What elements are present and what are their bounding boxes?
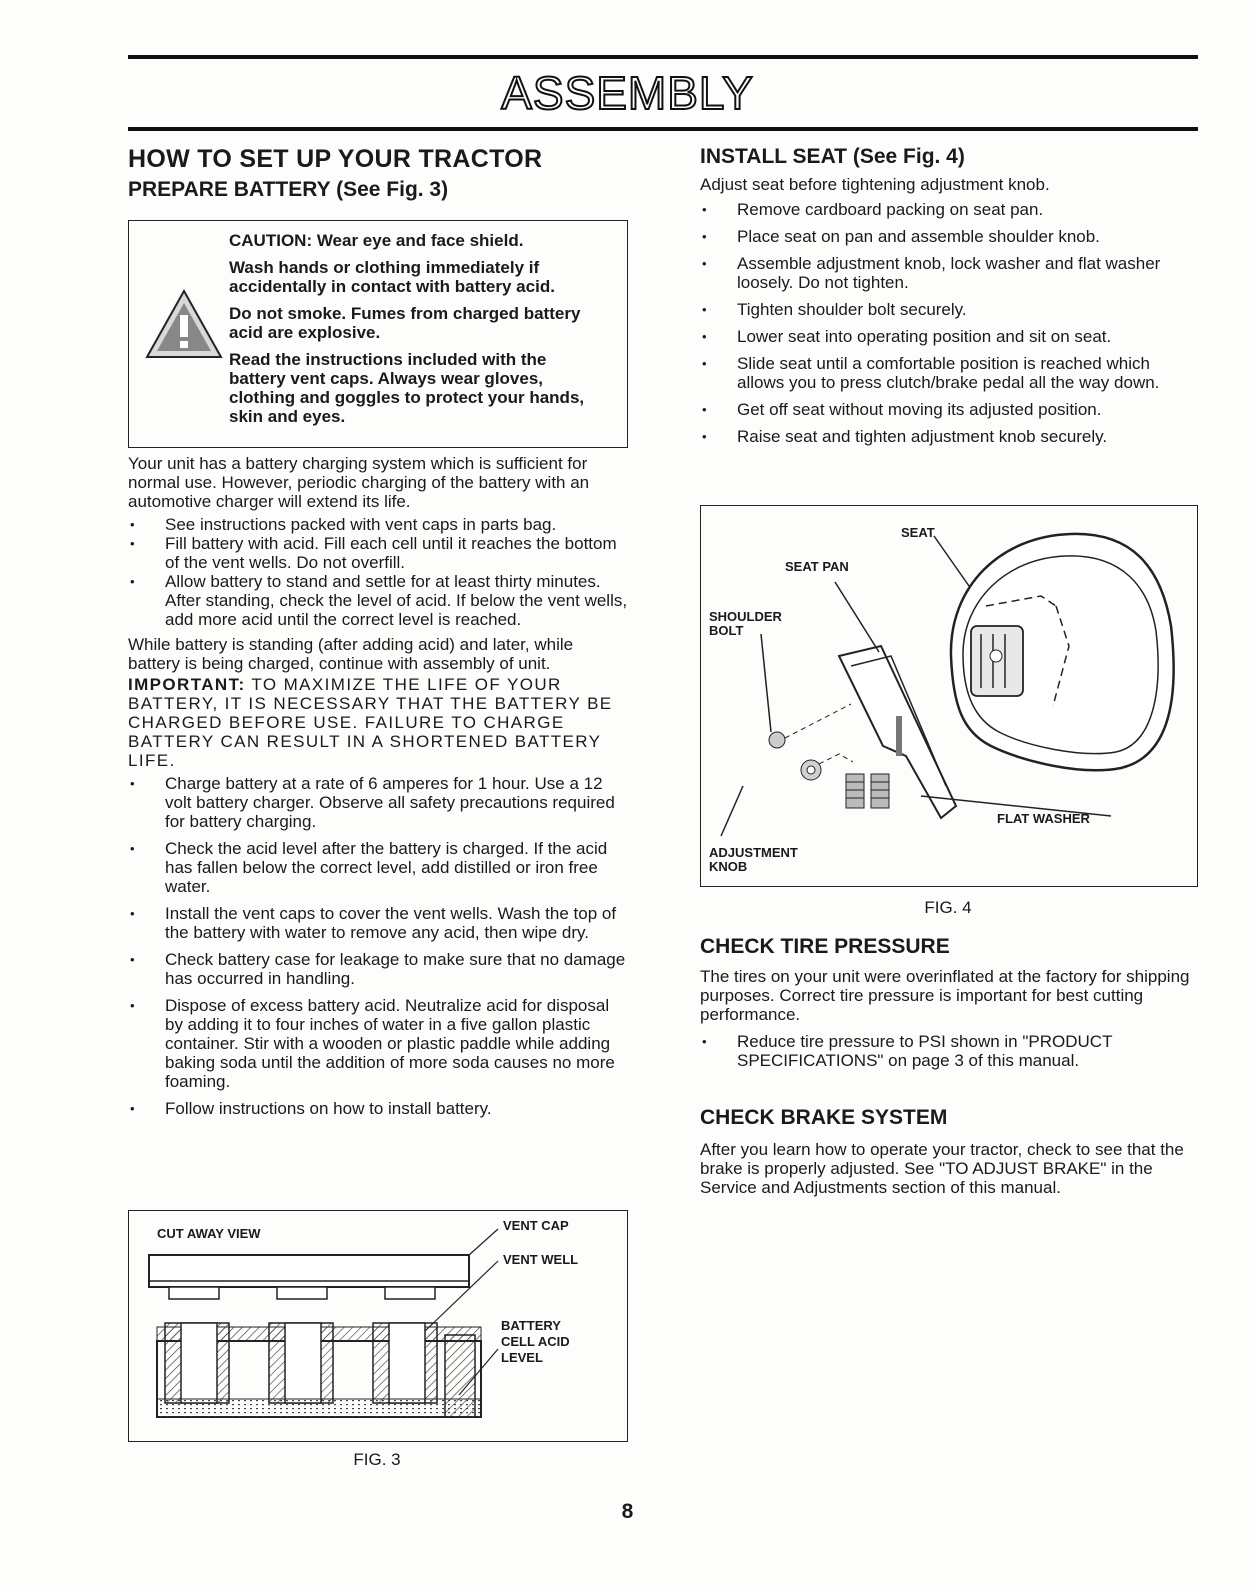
adjustment-knob-label-1: ADJUSTMENT [709,845,798,860]
list-item: • Get off seat without moving its adjusted position. [700,400,1200,419]
list-item: • Tighten shoulder bolt securely. [700,300,1200,319]
tire-pressure-section [700,935,1200,1070]
list-item: • Raise seat and tighten adjustment knob securely. [700,427,1200,446]
list-item: • Follow instructions on how to install battery. [128,1099,628,1118]
list-item: • Charge battery at a rate of 6 amperes for 1 hour. Use a 12 volt battery charger. Observe all safety precautions required for battery charging. [128,774,628,831]
battery-intro: Your unit has a battery charging system which is sufficient for normal use. However, periodic charging of the battery with an automotive charger will extend its life. [128,454,590,511]
battery-cutaway-drawing [129,1211,627,1441]
right-column [700,145,1200,446]
important-label: IMPORTANT: [128,675,246,694]
banner-bottom-rule [128,127,1198,131]
shoulder-bolt-label-2: BOLT [709,623,744,638]
tire-steps-list [700,1032,1200,1070]
shoulder-bolt-label-1: SHOULDER [709,609,782,624]
brake-system-text: After you learn how to operate your tractor, check to see that the brake is properly adjusted. See "TO ADJUST BRAKE" in the Service and Adjustments section of this manual. [700,1140,1184,1197]
list-item: • Reduce tire pressure to PSI shown in "PRODUCT SPECIFICATIONS" on page 3 of this manual. [700,1032,1200,1070]
important-note [128,675,628,770]
cutaway-label: CUT AWAY VIEW [157,1226,261,1241]
warning-triangle-icon [145,289,223,359]
left-column [128,145,628,1118]
caution-line-1: CAUTION: Wear eye and face shield. [229,231,524,250]
vent-well-label: VENT WELL [503,1252,579,1267]
tire-pressure-text: The tires on your unit were overinflated at the factory for shipping purposes. Correct tire pressure is important for best cutting performance. [700,967,1190,1024]
section-heading: HOW TO SET UP YOUR TRACTOR [128,145,543,173]
caution-line-4: Read the instructions included with the battery vent caps. Always wear gloves, clothing and goggles to protect your hands, skin and eyes. [229,350,585,426]
list-item: • Place seat on pan and assemble shoulder knob. [700,227,1200,246]
list-item: • See instructions packed with vent caps in parts bag. [128,515,628,534]
page-number: 8 [621,1500,634,1523]
list-item: • Lower seat into operating position and sit on seat. [700,327,1200,346]
important-text: TO MAXIMIZE THE LIFE OF YOUR BATTERY, IT IS NECESSARY THAT THE BATTERY BE CHARGED BEFORE USE. FAILURE TO CHARGE BATTERY CAN RESULT IN A SHORTENED BATTERY LIFE. [128,675,613,770]
battery-label-2: CELL ACID [501,1334,570,1349]
list-item: • Check battery case for leakage to make sure that no damage has occurred in handling. [128,950,628,988]
list-item: • Check the acid level after the battery is charged. If the acid has fallen below the correct level, add distilled or iron free water. [128,839,628,896]
seat-pan-label: SEAT PAN [785,559,849,574]
battery-label-1: BATTERY [501,1318,561,1333]
battery-label-3: LEVEL [501,1350,543,1365]
list-item: • Slide seat until a comfortable position is reached which allows you to press clutch/brake pedal all the way down. [700,354,1200,392]
list-item: • Fill battery with acid. Fill each cell until it reaches the bottom of the vent wells. Do not overfill. [128,534,628,572]
list-item: • Install the vent caps to cover the vent wells. Wash the top of the battery with water to remove any acid, then wipe dry. [128,904,628,942]
fig4-caption: FIG. 4 [924,898,972,917]
adjustment-knob-label-2: KNOB [709,859,748,874]
caution-line-2: Wash hands or clothing immediately if accidentally in contact with battery acid. [229,258,555,296]
vent-cap-label: VENT CAP [503,1218,569,1233]
prepare-battery-heading: PREPARE BATTERY (See Fig. 3) [128,178,449,201]
caution-line-3: Do not smoke. Fumes from charged battery acid are explosive. [229,304,581,342]
caution-text [229,231,601,434]
list-item: • Allow battery to stand and settle for at least thirty minutes. After standing, check the level of acid. If below the vent wells, add more acid until the correct level is reached. [128,572,628,629]
top-rule [128,55,1198,59]
install-seat-heading: INSTALL SEAT (See Fig. 4) [700,145,965,168]
while-standing-text: While battery is standing (after adding acid) and later, while battery is being charged, continue with assembly of unit. [128,635,574,673]
caution-box [128,220,628,448]
tire-pressure-heading: CHECK TIRE PRESSURE [700,935,950,958]
page-banner: ASSEMBLY [501,67,754,119]
fig4-seat-diagram [700,505,1198,887]
list-item: • Assemble adjustment knob, lock washer and flat washer loosely. Do not tighten. [700,254,1200,292]
flat-washer-label: FLAT WASHER [997,811,1090,826]
list-item: • Remove cardboard packing on seat pan. [700,200,1200,219]
seat-steps-list [700,200,1200,446]
seat-label: SEAT [901,525,935,540]
brake-system-section [700,1106,1200,1197]
brake-system-heading: CHECK BRAKE SYSTEM [700,1106,948,1129]
fig3-caption: FIG. 3 [353,1450,401,1469]
battery-steps-list [128,515,628,629]
fig3-battery-diagram [128,1210,628,1442]
seat-assembly-drawing [701,506,1197,886]
install-seat-intro: Adjust seat before tightening adjustment knob. [700,175,1050,194]
charging-steps-list [128,774,628,1118]
list-item: • Dispose of excess battery acid. Neutralize acid for disposal by adding it to four inches of water in a five gallon plastic container. Stir with a wooden or plastic paddle while adding baking soda until the addition of more soda causes no more foaming. [128,996,628,1091]
